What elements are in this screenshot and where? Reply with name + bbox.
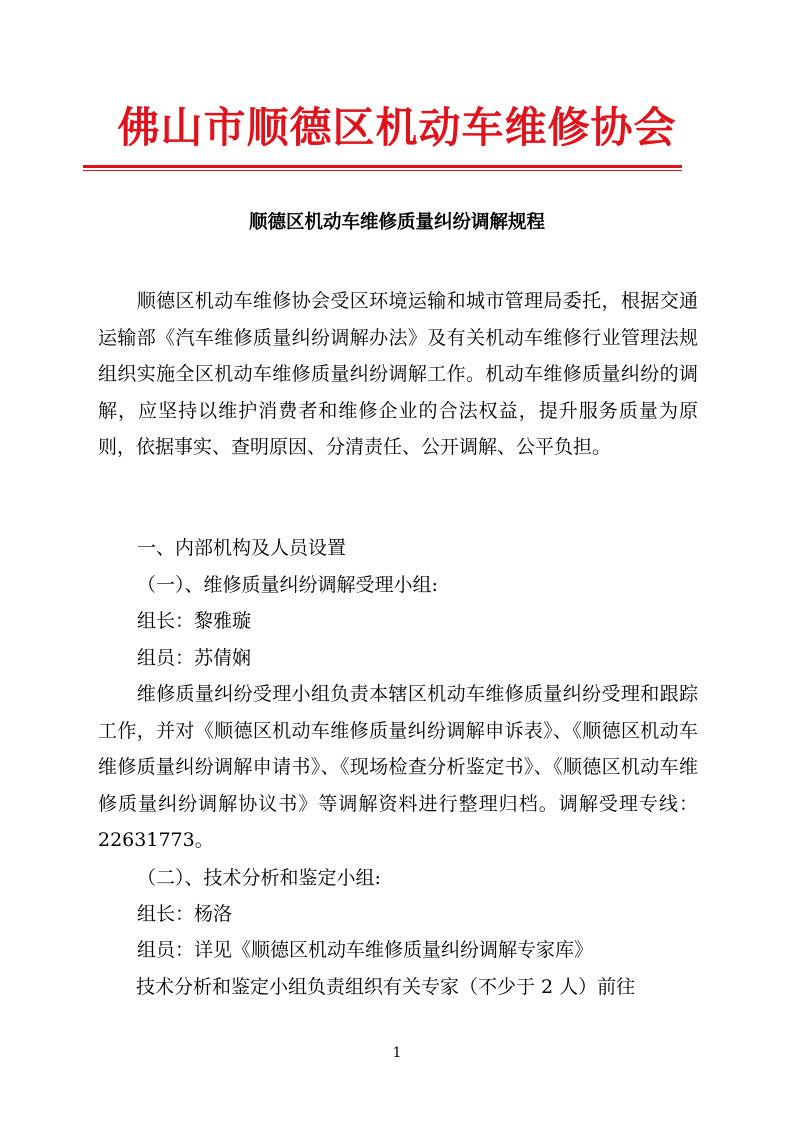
header-rule-thin <box>83 170 682 171</box>
group2-heading: （二）、技术分析和鉴定小组: <box>137 867 381 889</box>
header-rule-thick <box>83 165 682 168</box>
organization-name: 佛山市顺德区机动车维修协会 <box>117 103 677 152</box>
intro-paragraph: 顺德区机动车维修协会受区环境运输和城市管理局委托，根据交通运输部《汽车维修质量纠纷调解办法》及有关机动车维修行业管理法规组织实施全区机动车维修质量纠纷调解工作。机动车维修质量纠纷的调解，应坚持以维护消费者和维修企业的合法权益，提升服务质量为原则，依据事实、查明原因、分清责任、公开调解、公平负担。 <box>98 290 698 458</box>
group1-leader: 组长：黎雅璇 <box>137 610 252 632</box>
group1-description: 维修质量纠纷受理小组负责本辖区机动车维修质量纠纷受理和跟踪工作，并对《顺德区机动车维修质量纠纷调解申诉表》、《顺德区机动车维修质量纠纷调解申请书》、《现场检查分析鉴定书》、《顺德区机动车维修质量纠纷调解协议书》等调解资料进行整理归档。调解受理专线：22631773。 <box>98 683 698 851</box>
document-title: 顺德区机动车维修质量纠纷调解规程 <box>248 212 545 233</box>
group2-members: 组员：详见《顺德区机动车维修质量纠纷调解专家库》 <box>137 939 594 961</box>
group2-leader: 组长：杨洛 <box>137 903 233 925</box>
group2-description: 技术分析和鉴定小组负责组织有关专家（不少于 2 人）前往 <box>98 976 636 998</box>
group1-heading: （一）、维修质量纠纷调解受理小组: <box>137 574 438 596</box>
group1-members: 组员：苏倩娴 <box>137 647 252 669</box>
section-heading: 一、内部机构及人员设置 <box>137 537 347 559</box>
page-number: 1 <box>392 1045 402 1061</box>
